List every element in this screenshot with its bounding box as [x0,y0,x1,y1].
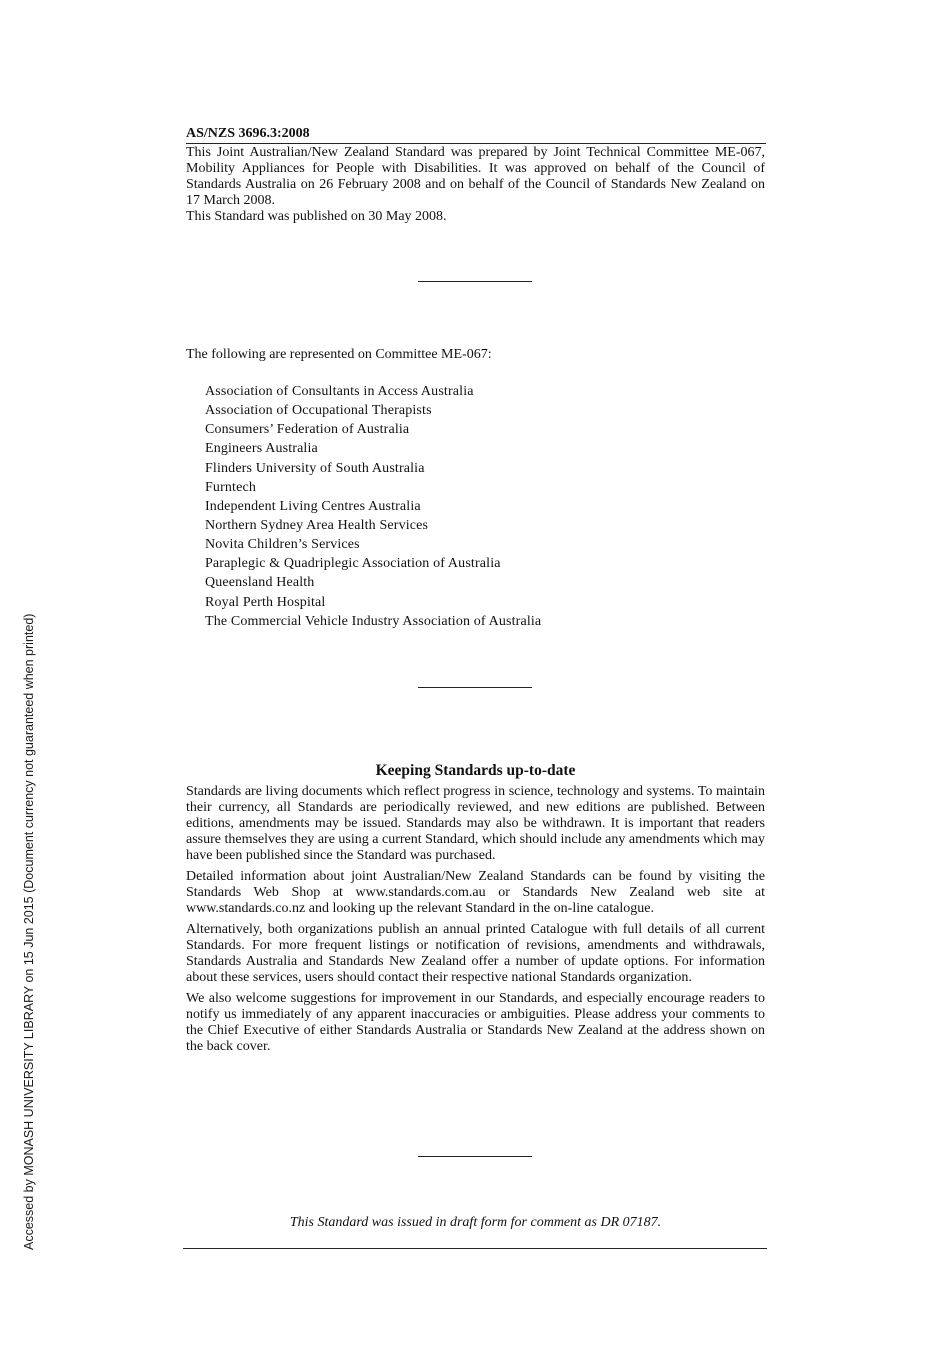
section-heading: Keeping Standards up-to-date [375,762,576,779]
list-item: Engineers Australia [205,441,318,457]
list-item: Independent Living Centres Australia [205,498,421,514]
standard-designation: AS/NZS 3696.3:2008 [186,126,766,144]
list-item: The Commercial Vehicle Industry Association of Australia [205,613,542,629]
list-item: Novita Children’s Services [205,537,360,553]
keeping-up-to-date-body [186,784,765,1060]
list-item: Royal Perth Hospital [205,594,326,610]
list-item: Association of Consultants in Access Australia [205,384,474,399]
section-divider [418,1156,532,1157]
body-paragraph: Detailed information about joint Australian/New Zealand Standards can be found by visiting the Standards Web Shop at www.standards.com.au or Standards New Zealand web site at www.standards.co.nz and looking up the relevant Standard in the on-line catalogue. [186,869,765,916]
list-item: Northern Sydney Area Health Services [205,517,429,533]
preparation-paragraph: This Joint Australian/New Zealand Standard was prepared by Joint Technical Committee ME-067, Mobility Appliances for People with Disabilities. It was approved on behalf of the Council of Standards Australia on 26 February 2008 and on behalf of the Council of Standards New Zealand on 17 March 2008. [186,145,765,208]
access-watermark: Accessed by MONASH UNIVERSITY LIBRARY on 15 Jun 2015 (Document currency not guaranteed when printed) [22,613,36,1250]
draft-note: This Standard was issued in draft form for comment as DR 07187. [289,1215,662,1230]
list-item: Association of Occupational Therapists [205,403,432,419]
footer-rule [183,1248,767,1249]
section-divider [418,687,532,688]
body-paragraph: Standards are living documents which reflect progress in science, technology and systems. To maintain their currency, all Standards are periodically reviewed, and new editions are published. Between editions, amendments may be issued. Standards may also be withdrawn. It is important that readers assure themselves they are using a current Standard, which should include any amendments which may have been published since the Standard was purchased. [186,784,765,863]
list-item: Queensland Health [205,575,315,591]
list-item: Paraplegic & Quadriplegic Association of Australia [205,556,501,572]
publication-date: This Standard was published on 30 May 2008. [186,209,447,224]
body-paragraph: Alternatively, both organizations publish an annual printed Catalogue with full details of all current Standards. For more frequent listings or notification of revisions, amendments and withdrawals, Standards Australia and Standards New Zealand offer a number of update options. For information about these services, users should contact their respective national Standards organization. [186,922,765,985]
body-paragraph: We also welcome suggestions for improvement in our Standards, and especially encourage readers to notify us immediately of any apparent inaccuracies or ambiguities. Please address your comments to the Chief Executive of either Standards Australia or Standards New Zealand at the address shown on the back cover. [186,991,765,1054]
committee-heading: The following are represented on Committee ME-067: [186,347,492,362]
list-item: Furntech [205,479,256,495]
section-divider [418,281,532,282]
preparation-statement [186,145,765,225]
committee-member-list [205,383,541,632]
list-item: Flinders University of South Australia [205,460,425,476]
list-item: Consumers’ Federation of Australia [205,422,410,438]
